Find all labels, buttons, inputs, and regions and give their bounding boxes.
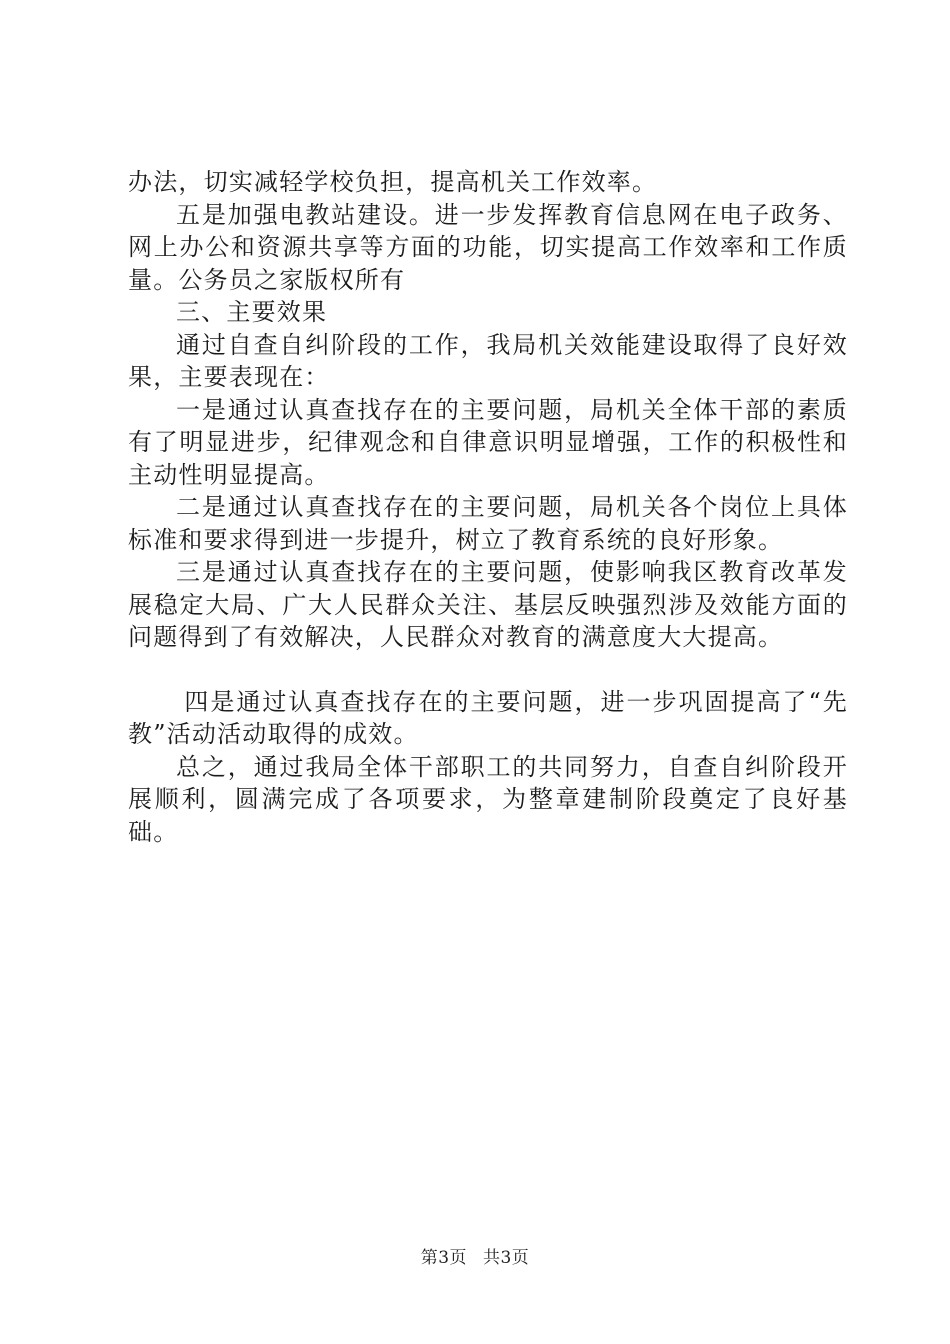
paragraph-continuation: 办法，切实减轻学校负担，提高机关工作效率。 (128, 168, 658, 196)
section-heading-results: 三、主要效果 (176, 298, 328, 326)
paragraph-result-one: 一是通过认真查找存在的主要问题，局机关全体干部的素质有了明显进步，纪律观念和自律意识明显增强，工作的积极性和主动性明显提高。 (128, 395, 848, 489)
paragraph-result-two: 二是通过认真查找存在的主要问题，局机关各个岗位上具体标准和要求得到进一步提升，树立了教育系统的良好形象。 (128, 493, 848, 554)
document-body (128, 166, 848, 848)
paragraph-conclusion: 总之，通过我局全体干部职工的共同努力，自查自纠阶段开展顺利，圆满完成了各项要求，为整章建制阶段奠定了良好基础。 (128, 752, 848, 846)
page-footer (0, 1243, 950, 1268)
page-number-total: 共3页 (482, 1248, 530, 1268)
paragraph-results-intro: 通过自查自纠阶段的工作，我局机关效能建设取得了良好效果，主要表现在： (128, 330, 848, 391)
paragraph-result-four: 四是通过认真查找存在的主要问题，进一步巩固提高了“先教”活动活动取得的成效。 (128, 687, 848, 748)
paragraph-item-five: 五是加强电教站建设。进一步发挥教育信息网在电子政务、网上办公和资源共享等方面的功能，切实提高工作效率和工作质量。公务员之家版权所有 (128, 200, 848, 294)
paragraph-result-three: 三是通过认真查找存在的主要问题，使影响我区教育改革发展稳定大局、广大人民群众关注、基层反映强烈涉及效能方面的问题得到了有效解决，人民群众对教育的满意度大大提高。 (128, 558, 848, 651)
page-number-current: 第3页 (420, 1248, 468, 1268)
